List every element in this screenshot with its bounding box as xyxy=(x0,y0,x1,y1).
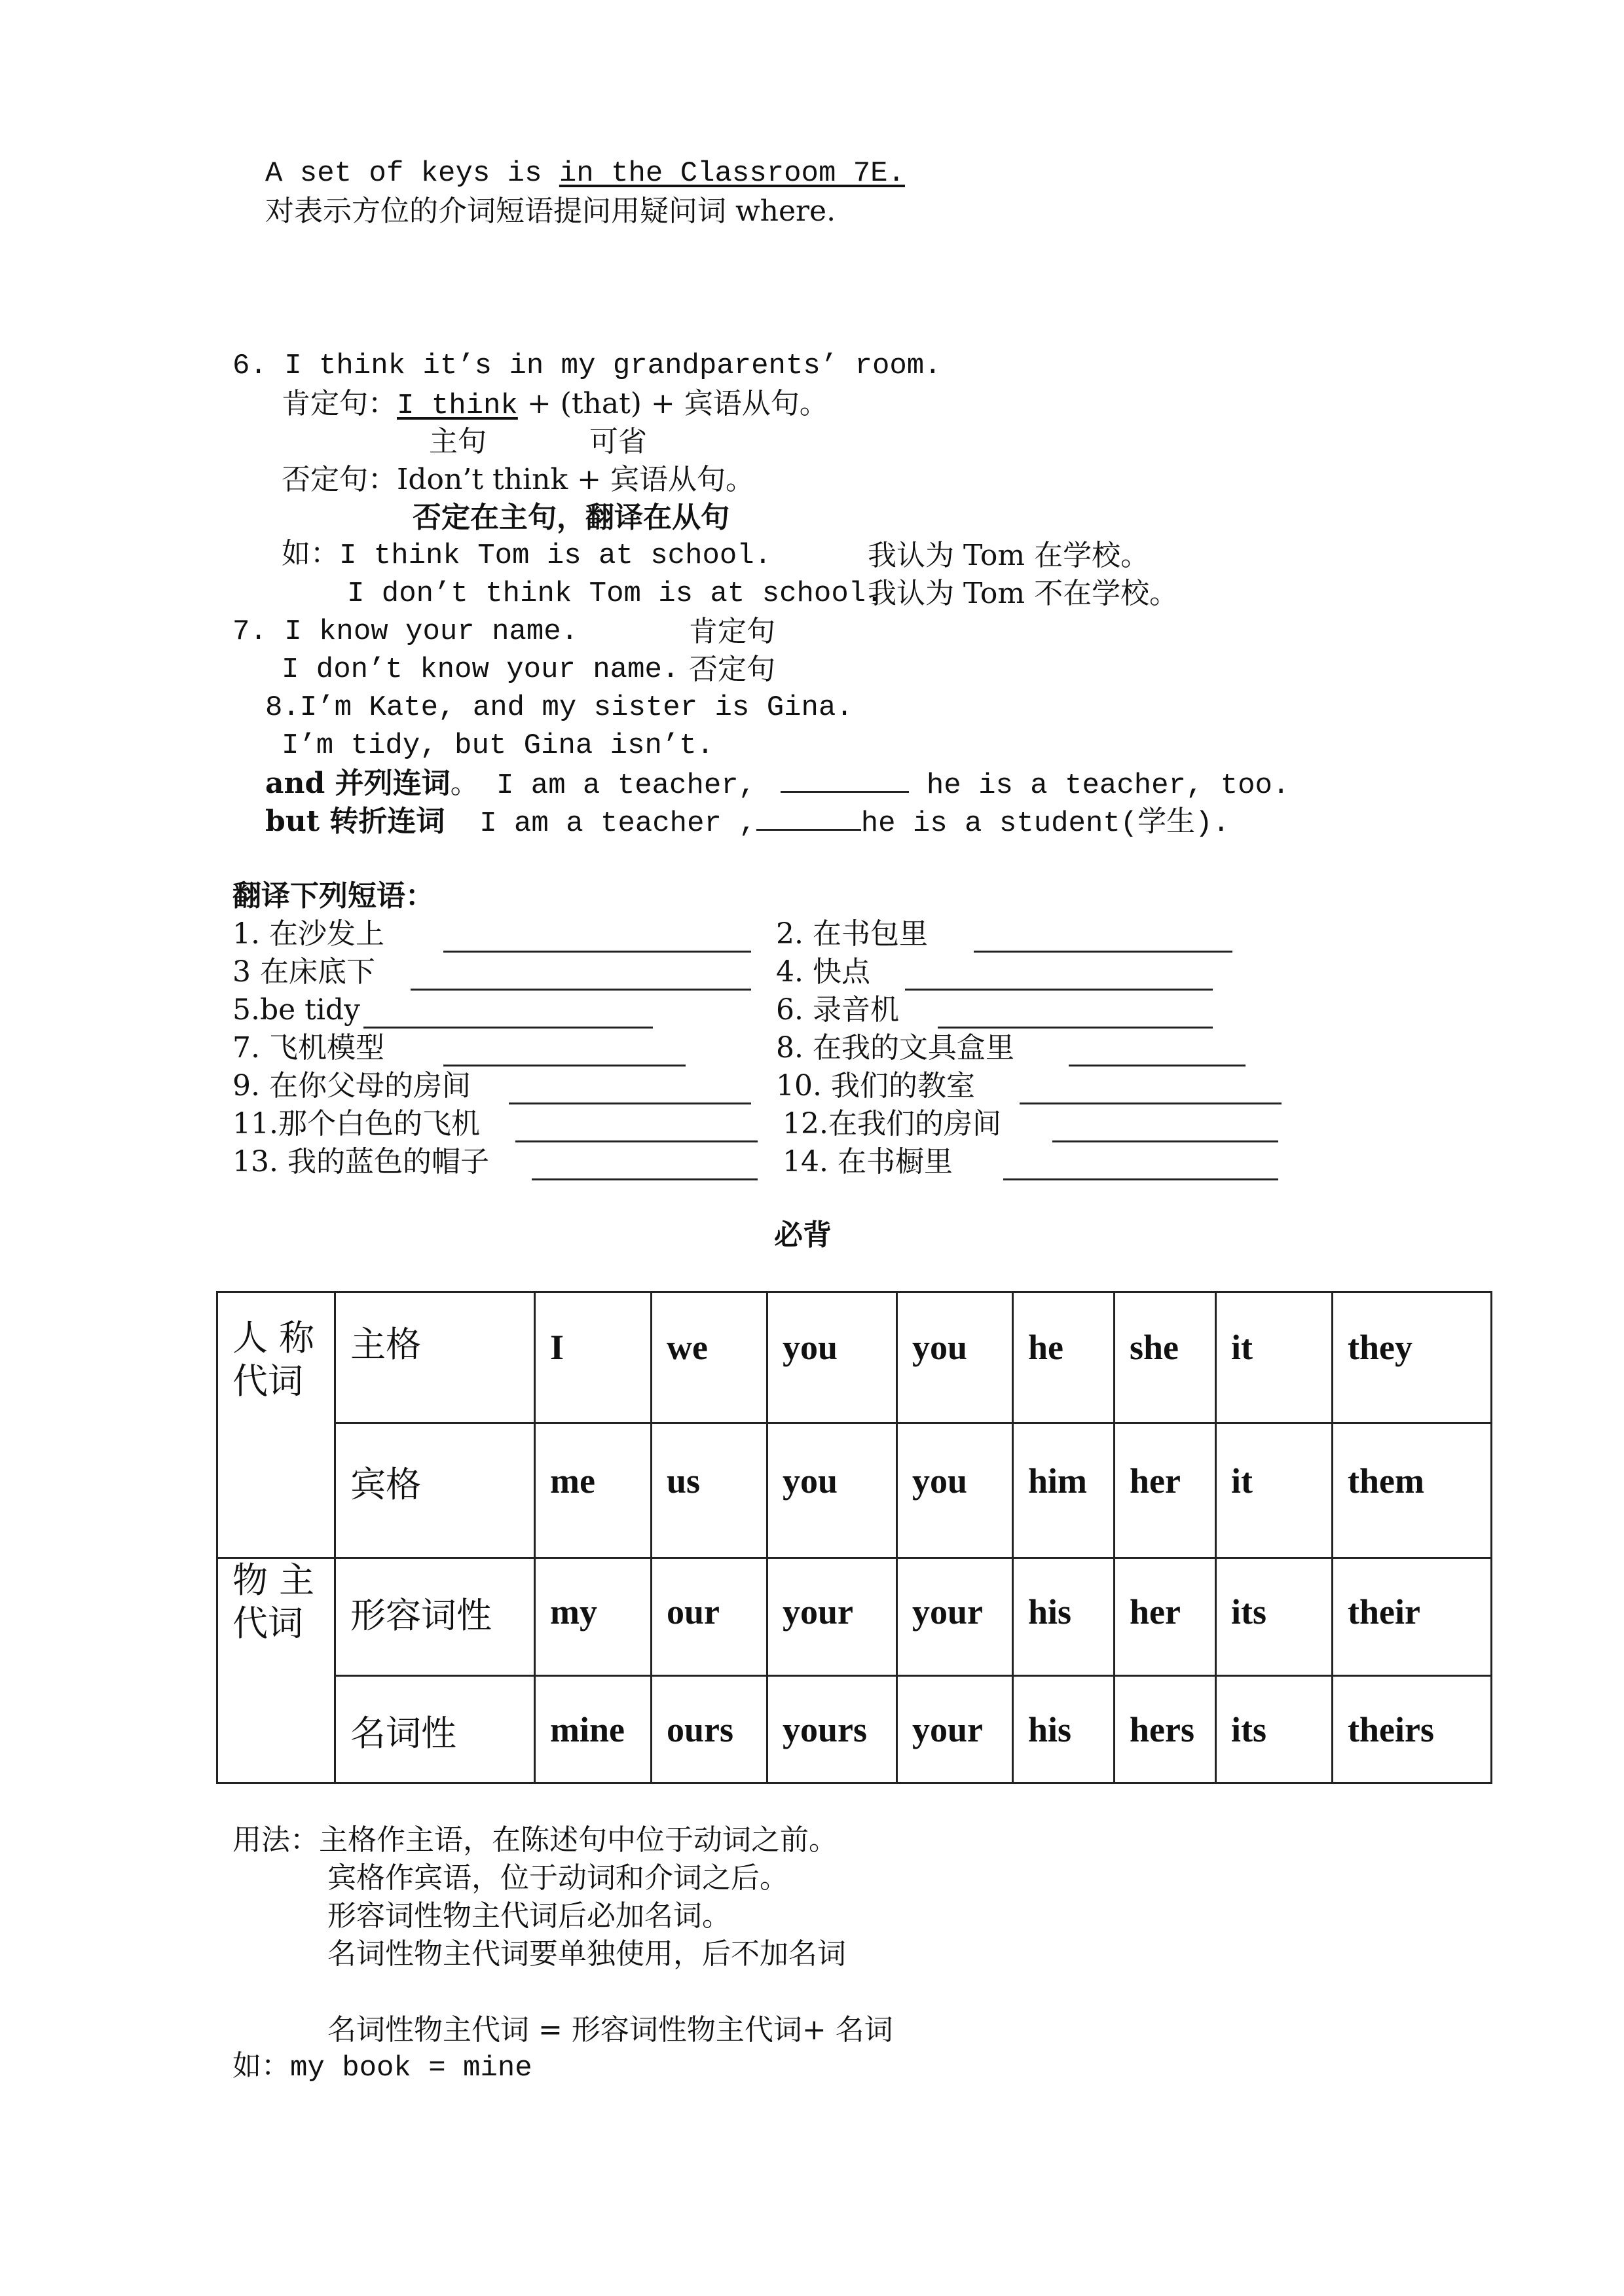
form-cell xyxy=(652,1423,767,1558)
and-example xyxy=(265,765,1289,805)
form-cell xyxy=(1115,1423,1216,1558)
case-label: 形容词性 xyxy=(350,1595,492,1636)
phrase-label: 10. 我们的教室 xyxy=(776,1069,975,1102)
form-label: our xyxy=(667,1592,720,1631)
form-label: your xyxy=(783,1592,853,1631)
usage-line6: 如：my book = mine xyxy=(232,2052,532,2085)
but-example-b: he is a student(学生). xyxy=(860,807,1230,840)
phrase-item xyxy=(232,1105,480,1143)
form-label: you xyxy=(783,1328,838,1367)
form-label: yours xyxy=(783,1710,868,1749)
phrase-blank[interactable] xyxy=(509,1076,751,1104)
item8-line1: 8.I’m Kate, and my sister is Gina. xyxy=(265,691,853,724)
usage-line4: 名词性物主代词要单独使用，后不加名词 xyxy=(327,1937,846,1971)
usage-line1: 用法：主格作主语，在陈述句中位于动词之前。 xyxy=(232,1823,838,1857)
item7-line2: I don’t know your name. xyxy=(282,653,680,686)
table-row xyxy=(217,1676,1492,1783)
form-label: theirs xyxy=(1348,1710,1434,1749)
item6-positive xyxy=(282,385,828,425)
case-cell xyxy=(335,1423,535,1558)
where-note: 对表示方位的介词短语提问用疑问词 where. xyxy=(265,194,836,228)
but-example xyxy=(265,803,1230,843)
form-cell xyxy=(1216,1423,1333,1558)
form-cell xyxy=(897,1558,1013,1676)
form-cell xyxy=(897,1423,1013,1558)
phrase-label: 9. 在你父母的房间 xyxy=(232,1069,471,1102)
phrase-item xyxy=(776,1067,975,1105)
and-example-a: 。 I am a teacher, xyxy=(450,769,773,802)
form-label: hers xyxy=(1130,1710,1194,1749)
form-label: mine xyxy=(550,1710,625,1749)
phrase-label: 12.在我们的房间 xyxy=(783,1107,1001,1140)
item7-negative: 否定句 xyxy=(689,653,775,686)
form-label: she xyxy=(1130,1328,1179,1367)
phrase-item xyxy=(232,953,375,991)
phrase-item xyxy=(783,1143,953,1181)
item7-line1: 7. I know your name. xyxy=(232,615,579,648)
example1-en: 如：I think Tom is at school. xyxy=(282,539,772,572)
keys-sentence xyxy=(265,155,905,192)
form-label: your xyxy=(912,1592,983,1631)
form-label: my xyxy=(550,1592,597,1631)
form-label: it xyxy=(1231,1328,1253,1367)
keys-sentence-prefix: A set of keys is xyxy=(265,157,559,190)
keys-sentence-underlined: in the Classroom 7E. xyxy=(559,157,905,190)
phrase-item xyxy=(776,1029,1014,1067)
phrase-blank[interactable] xyxy=(938,1000,1213,1029)
table-row xyxy=(217,1423,1492,1558)
phrase-blank[interactable] xyxy=(905,962,1213,991)
main-clause-note: 主句 xyxy=(429,425,487,458)
phrase-item xyxy=(232,991,360,1029)
phrase-blank[interactable] xyxy=(1052,1114,1278,1142)
and-blank[interactable] xyxy=(781,765,909,793)
example1-zh: 我认为 Tom 在学校。 xyxy=(868,539,1150,572)
form-label: his xyxy=(1028,1592,1072,1631)
phrase-blank[interactable] xyxy=(443,1038,686,1066)
form-cell xyxy=(767,1558,897,1676)
phrase-blank[interactable] xyxy=(1020,1076,1282,1104)
form-cell xyxy=(897,1676,1013,1783)
item7-positive: 肯定句 xyxy=(689,615,775,648)
phrase-label: 7. 飞机模型 xyxy=(232,1031,384,1065)
item8-line2: I’m tidy, but Gina isn’t. xyxy=(282,729,714,762)
translate-heading: 翻译下列短语： xyxy=(232,879,434,913)
phrase-item xyxy=(232,1029,384,1067)
phrase-label: 2. 在书包里 xyxy=(776,917,928,951)
form-label: your xyxy=(912,1710,983,1749)
form-cell xyxy=(897,1292,1013,1423)
phrase-blank[interactable] xyxy=(411,962,751,991)
usage-line2: 宾格作宾语，位于动词和介词之后。 xyxy=(327,1861,788,1895)
form-label: its xyxy=(1231,1710,1266,1749)
form-cell xyxy=(535,1292,652,1423)
form-cell xyxy=(652,1558,767,1676)
but-blank[interactable] xyxy=(756,803,861,831)
phrase-blank[interactable] xyxy=(515,1114,758,1142)
form-cell xyxy=(1216,1676,1333,1783)
form-cell xyxy=(1216,1558,1333,1676)
phrase-blank[interactable] xyxy=(1003,1152,1278,1180)
form-cell xyxy=(1333,1292,1492,1423)
positive-label: 肯定句： xyxy=(282,387,397,420)
must-memorize-title: 必背 xyxy=(774,1218,832,1252)
form-cell xyxy=(1333,1558,1492,1676)
form-label: it xyxy=(1231,1461,1253,1501)
and-label: and 并列连词 xyxy=(265,767,451,800)
form-cell xyxy=(767,1423,897,1558)
phrase-label: 14. 在书橱里 xyxy=(783,1145,953,1178)
form-label: they xyxy=(1348,1328,1412,1367)
table-row xyxy=(217,1558,1492,1676)
case-label: 名词性 xyxy=(350,1713,456,1754)
form-cell xyxy=(1013,1292,1115,1423)
form-label: its xyxy=(1231,1592,1266,1631)
form-label: their xyxy=(1348,1592,1420,1631)
phrase-label: 11.那个白色的飞机 xyxy=(232,1107,480,1140)
phrase-item xyxy=(232,1067,471,1105)
form-cell xyxy=(1115,1558,1216,1676)
form-label: us xyxy=(667,1461,701,1501)
group-personal-pronoun xyxy=(217,1292,335,1558)
phrase-label: 8. 在我的文具盒里 xyxy=(776,1031,1014,1065)
table-row xyxy=(217,1292,1492,1423)
phrase-item xyxy=(783,1105,1001,1143)
example2-zh: 我认为 Tom 不在学校。 xyxy=(868,577,1179,610)
group-label: 物 主 代词 xyxy=(232,1559,315,1644)
negative-note: 否定在主句，翻译在从句 xyxy=(413,501,729,534)
phrase-blank[interactable] xyxy=(443,924,751,953)
phrase-blank[interactable] xyxy=(974,924,1232,953)
form-cell xyxy=(535,1676,652,1783)
form-cell xyxy=(1216,1292,1333,1423)
form-label: you xyxy=(912,1328,968,1367)
form-cell xyxy=(767,1676,897,1783)
form-cell xyxy=(1013,1558,1115,1676)
form-cell xyxy=(767,1292,897,1423)
item6-negative: 否定句：Idon’t think + 宾语从句。 xyxy=(282,463,754,496)
form-cell xyxy=(652,1292,767,1423)
and-example-b: he is a teacher, too. xyxy=(909,769,1290,802)
but-example-a: I am a teacher , xyxy=(445,807,756,840)
positive-main: I think xyxy=(397,390,518,422)
form-label: he xyxy=(1028,1328,1063,1367)
item6-sentence: 6. I think it’s in my grandparents’ room. xyxy=(232,350,942,382)
case-label: 宾格 xyxy=(350,1464,421,1505)
usage-line5: 名词性物主代词 = 形容词性物主代词+ 名词 xyxy=(327,2013,893,2047)
group-label: 人 称 代词 xyxy=(232,1317,315,1402)
case-cell xyxy=(335,1558,535,1676)
phrase-label: 3 在床底下 xyxy=(232,955,375,989)
case-cell xyxy=(335,1676,535,1783)
form-label: her xyxy=(1130,1461,1181,1501)
but-label: but 转折连词 xyxy=(265,805,445,838)
form-label: ours xyxy=(667,1710,734,1749)
form-cell xyxy=(1013,1423,1115,1558)
form-label: him xyxy=(1028,1461,1088,1501)
form-label: we xyxy=(667,1328,708,1367)
form-cell xyxy=(652,1676,767,1783)
usage-line3: 形容词性物主代词后必加名词。 xyxy=(327,1899,731,1933)
form-label: his xyxy=(1028,1710,1072,1749)
phrase-item xyxy=(776,953,870,991)
phrase-item xyxy=(776,915,928,953)
example2-en: I don’t think Tom is at school. xyxy=(347,577,883,610)
phrase-label: 13. 我的蓝色的帽子 xyxy=(232,1145,489,1178)
form-cell xyxy=(1333,1676,1492,1783)
form-cell xyxy=(535,1423,652,1558)
group-possessive-pronoun xyxy=(217,1558,335,1783)
form-label: me xyxy=(550,1461,595,1501)
phrase-blank[interactable] xyxy=(363,1000,653,1029)
form-label: them xyxy=(1348,1461,1424,1501)
form-label: her xyxy=(1130,1592,1181,1631)
phrase-label: 4. 快点 xyxy=(776,955,870,989)
form-cell xyxy=(1115,1292,1216,1423)
form-label: I xyxy=(550,1328,564,1367)
phrase-item xyxy=(232,915,384,953)
phrase-item xyxy=(776,991,899,1029)
case-cell xyxy=(335,1292,535,1423)
omit-note: 可省 xyxy=(589,425,647,458)
form-cell xyxy=(1333,1423,1492,1558)
phrase-label: 5.be tidy xyxy=(232,993,360,1027)
phrase-label: 1. 在沙发上 xyxy=(232,917,384,951)
form-label: you xyxy=(912,1461,968,1501)
phrase-label: 6. 录音机 xyxy=(776,993,899,1027)
form-label: you xyxy=(783,1461,838,1501)
phrase-item xyxy=(232,1143,489,1181)
positive-rest: + (that) + 宾语从句。 xyxy=(517,387,828,420)
phrase-blank[interactable] xyxy=(1069,1038,1246,1066)
case-label: 主格 xyxy=(350,1324,421,1365)
pronoun-table xyxy=(216,1291,1492,1784)
phrase-blank[interactable] xyxy=(532,1152,758,1180)
form-cell xyxy=(535,1558,652,1676)
form-cell xyxy=(1115,1676,1216,1783)
form-cell xyxy=(1013,1676,1115,1783)
